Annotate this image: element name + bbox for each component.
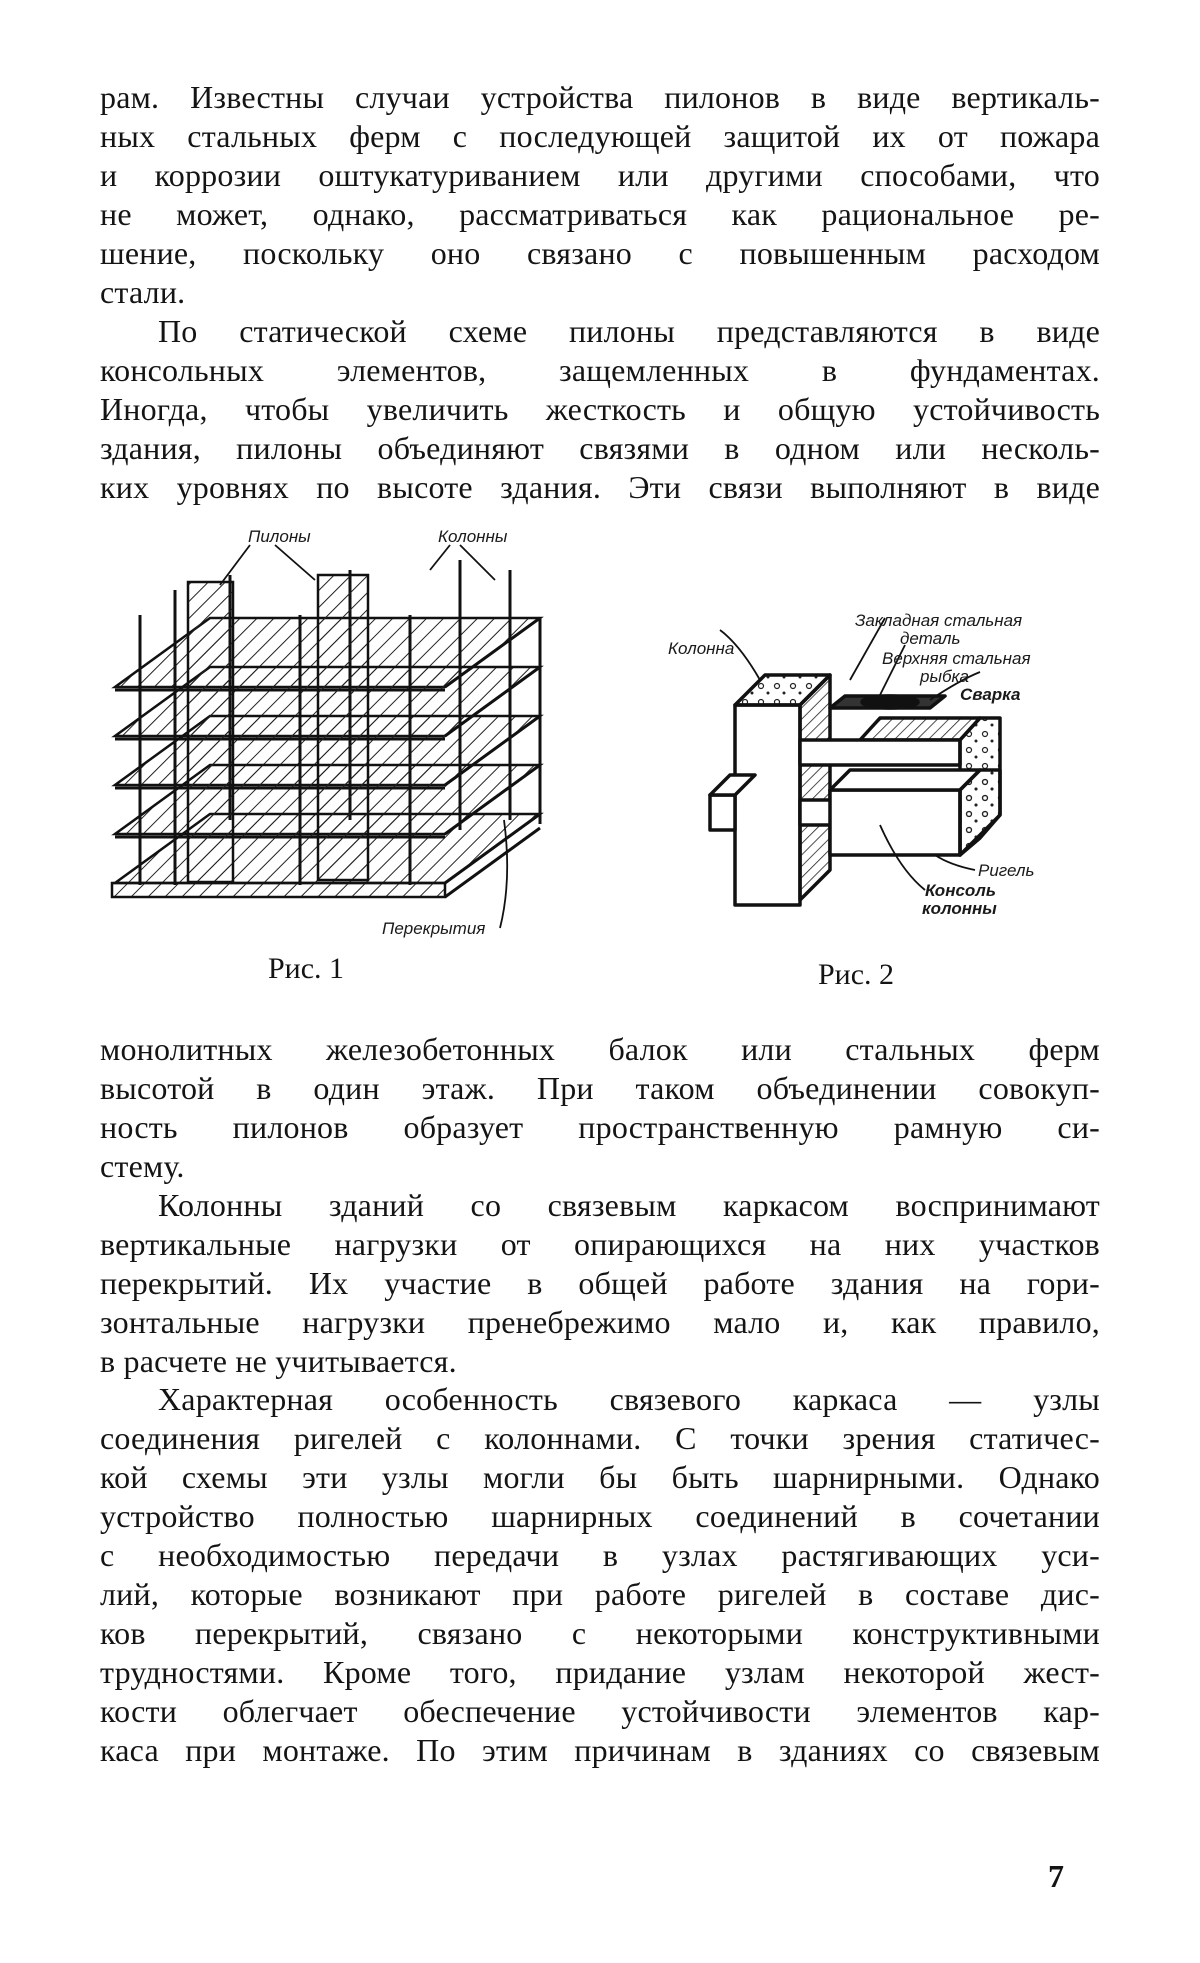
- text-line: Характерная особенность связевого каркаса — узлы: [158, 1381, 1100, 1417]
- figure-2-beam-column-joint: [660, 600, 1100, 930]
- text-line: соединения ригелей с колоннами. С точки зрения статичес-: [100, 1420, 1100, 1456]
- upper-plate-label-2: рыбка: [920, 667, 970, 686]
- text-line: трудностями. Кроме того, придание узлам некоторой жест-: [100, 1654, 1100, 1690]
- paragraph-3: [100, 1030, 1100, 1186]
- figure-1-caption: Рис. 1: [268, 952, 345, 985]
- text-line: ность пилонов образует пространственную рамную си-: [100, 1109, 1100, 1145]
- column-console-label-1: Консоль: [925, 881, 996, 900]
- pylons-label: Пилоны: [248, 527, 311, 546]
- upper-plate-label-1: Верхняя стальная: [882, 649, 1031, 668]
- text-line: устройство полностью шарнирных соединений в сочетании: [100, 1498, 1100, 1534]
- column-label: Колонна: [668, 639, 735, 658]
- paragraph-2: [100, 312, 1100, 507]
- beam-label: Ригель: [978, 861, 1035, 880]
- floors-label: Перекрытия: [382, 919, 486, 938]
- figure-1-frame-building: [100, 520, 550, 940]
- paragraph-4: [100, 1186, 1100, 1381]
- text-line: перекрытий. Их участие в общей работе здания на гори-: [100, 1265, 1100, 1301]
- text-line: не может, однако, рассматриваться как рациональное ре-: [100, 196, 1100, 232]
- text-line: Иногда, чтобы увеличить жесткость и общую устойчивость: [100, 391, 1100, 427]
- text-line: ких уровнях по высоте здания. Эти связи выполняют в виде: [100, 469, 1100, 505]
- text-line: ков перекрытий, связано с некоторыми конструктивными: [100, 1615, 1100, 1651]
- text-line: рам. Известны случаи устройства пилонов в виде вертикаль-: [100, 79, 1100, 115]
- text-line: зонтальные нагрузки пренебрежимо мало и, как правило,: [100, 1304, 1100, 1340]
- text-line: здания, пилоны объединяют связями в одном или несколь-: [100, 430, 1100, 466]
- text-line: Колонны зданий со связевым каркасом воспринимают: [158, 1187, 1100, 1223]
- text-line: лий, которые возникают при работе ригелей в составе дис-: [100, 1576, 1100, 1612]
- page-number: 7: [1048, 1858, 1064, 1894]
- embedded-detail-label-2: деталь: [900, 629, 961, 648]
- frame-building-drawing: [100, 520, 550, 940]
- text-line: и коррозии оштукатуриванием или другими способами, что: [100, 157, 1100, 193]
- paragraph-5: [100, 1380, 1100, 1770]
- text-line: каса при монтаже. По этим причинам в зданиях со связевым: [100, 1732, 1100, 1768]
- text-line: кой схемы эти узлы могли бы быть шарнирными. Однако: [100, 1459, 1100, 1495]
- text-line: консольных элементов, защемленных в фундаментах.: [100, 352, 1100, 388]
- text-line: кости облегчает обеспечение устойчивости элементов кар-: [100, 1693, 1100, 1729]
- figure-2-caption: Рис. 2: [818, 958, 895, 991]
- text-line: стему.: [100, 1148, 185, 1184]
- text-line: в расчете не учитывается.: [100, 1343, 457, 1379]
- text-line: ных стальных ферм с последующей защитой их от пожара: [100, 118, 1100, 154]
- welding-label: Сварка: [960, 685, 1021, 704]
- columns-label: Колонны: [438, 527, 508, 546]
- text-line: монолитных железобетонных балок или стальных ферм: [100, 1031, 1100, 1067]
- text-line: По статической схеме пилоны представляются в виде: [158, 313, 1100, 349]
- text-line: вертикальные нагрузки от опирающихся на них участков: [100, 1226, 1100, 1262]
- embedded-detail-label-1: Закладная стальная: [855, 611, 1023, 630]
- paragraph-1: [100, 78, 1100, 312]
- text-line: стали.: [100, 274, 186, 310]
- column-console-label-2: колонны: [922, 899, 997, 918]
- text-line: шение, поскольку оно связано с повышенным расходом: [100, 235, 1100, 271]
- text-line: высотой в один этаж. При таком объединении совокуп-: [100, 1070, 1100, 1106]
- text-line: с необходимостью передачи в узлах растягивающих уси-: [100, 1537, 1100, 1573]
